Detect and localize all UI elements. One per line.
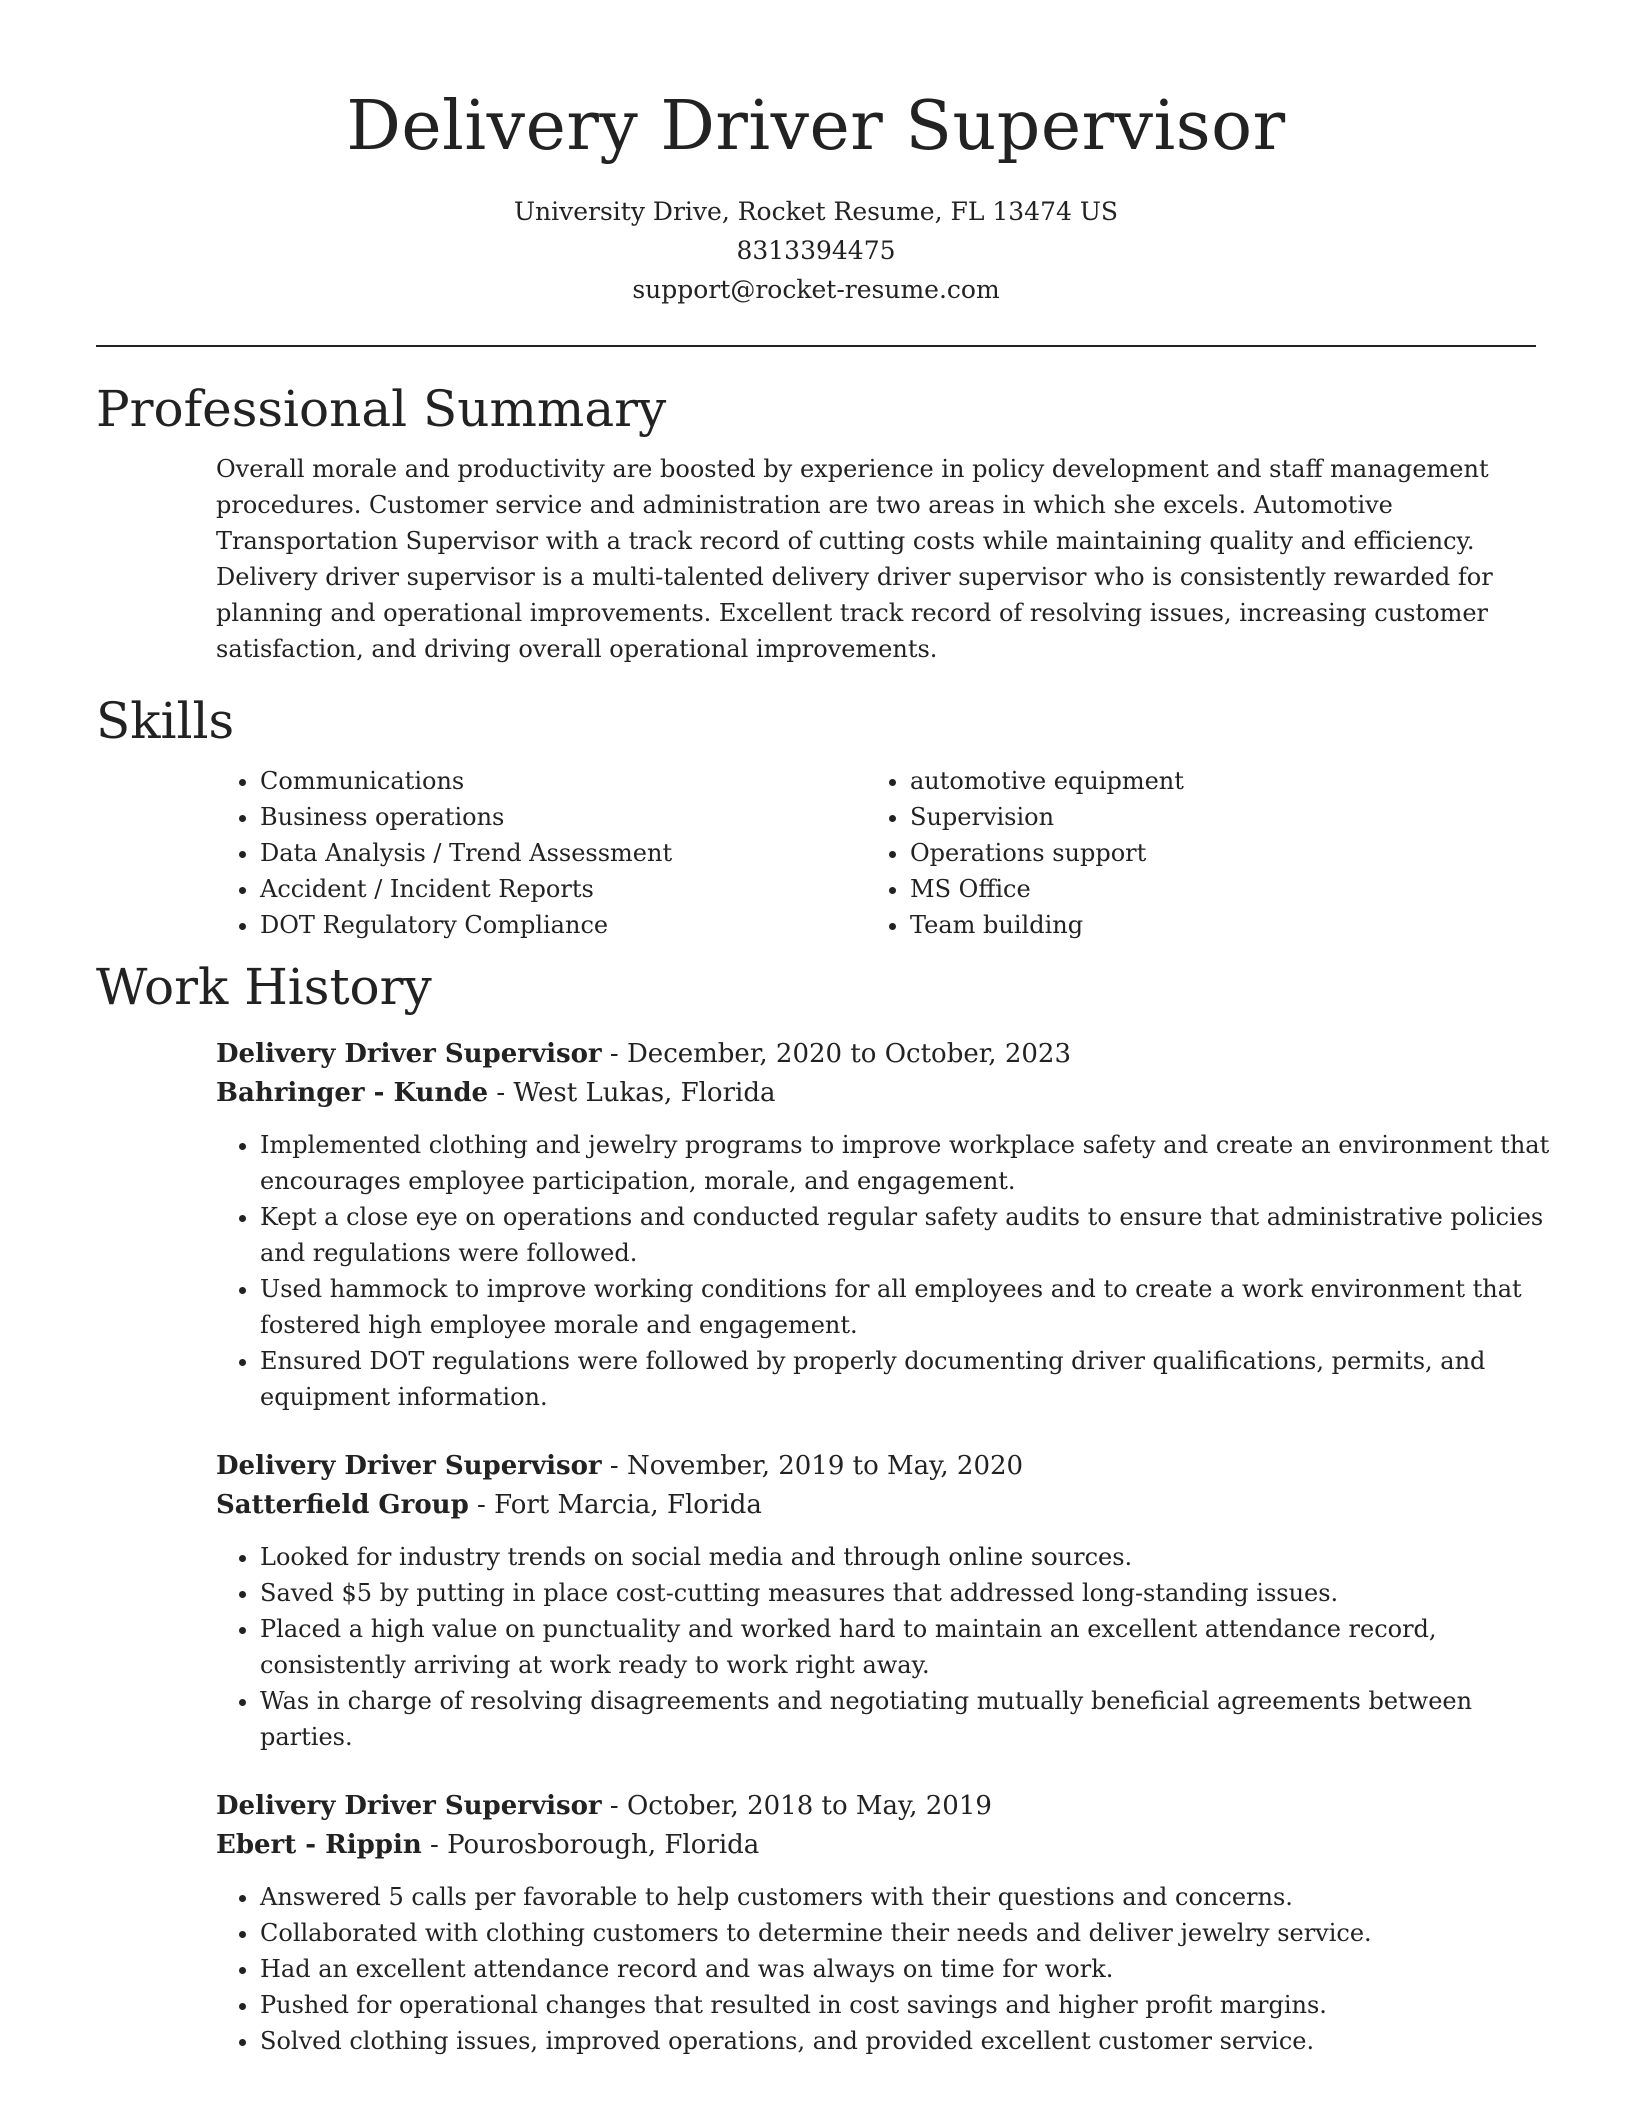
job-bullet: • Answered 5 calls per favorable to help customers with their questions and concerns. [260,1879,1550,1915]
job-company-line [216,1826,1536,1865]
job-location: - West Lukas, Florida [488,1078,776,1108]
skill-item: • Accident / Incident Reports [260,871,866,907]
email-address: support@rocket-resume.com [632,275,1000,304]
job-bullets [216,1539,1550,1755]
skills-heading: Skills [96,692,235,750]
job-location: - Fort Marcia, Florida [468,1490,762,1520]
job-dates: - December, 2020 to October, 2023 [601,1039,1071,1069]
job-entry [216,1787,1536,2059]
job-title-line [216,1787,1536,1826]
skill-item: • automotive equipment [910,763,1516,799]
job-entry [216,1035,1550,1415]
job-bullet: • Solved clothing issues, improved operations, and provided excellent customer service. [260,2023,1550,2059]
job-bullet: • Looked for industry trends on social media and through online sources. [260,1539,1550,1575]
job-company-line [216,1486,1536,1525]
job-role: Delivery Driver Supervisor [216,1451,602,1481]
job-bullets [216,1127,1550,1415]
skill-item: • MS Office [910,871,1516,907]
job-bullet: • Had an excellent attendance record and was always on time for work. [260,1951,1550,1987]
skills-column-left [216,763,866,943]
job-bullet: • Kept a close eye on operations and conducted regular safety audits to ensure that administrative policies and regulations were followed. [260,1199,1550,1271]
address: University Drive, Rocket Resume, FL 13474 US [513,197,1119,226]
skill-item: • Supervision [910,799,1516,835]
job-bullet: • Was in charge of resolving disagreements and negotiating mutually beneficial agreements between parties. [260,1683,1550,1755]
skill-item: • DOT Regulatory Compliance [260,907,866,943]
job-company-line [216,1074,1536,1113]
skill-item: • Communications [260,763,866,799]
job-bullet: • Pushed for operational changes that resulted in cost savings and higher profit margins. [260,1987,1550,2023]
skill-item: • Data Analysis / Trend Assessment [260,835,866,871]
job-bullets [216,1879,1550,2059]
resume-page [96,0,1550,2059]
skill-item: • Business operations [260,799,866,835]
job-bullet: • Collaborated with clothing customers to determine their needs and deliver jewelry service. [260,1915,1550,1951]
job-company: Bahringer - Kunde [216,1078,489,1108]
job-dates: - November, 2019 to May, 2020 [601,1451,1024,1481]
skills-list [216,763,1536,943]
job-dates: - October, 2018 to May, 2019 [601,1791,992,1821]
job-entry [216,1447,1536,1755]
contact-info [96,192,1536,309]
skills-column-right [866,763,1516,943]
job-bullet: • Implemented clothing and jewelry programs to improve workplace safety and create an environment that encourages employee participation, morale, and engagement. [260,1127,1550,1199]
phone-number: 8313394475 [736,236,896,265]
job-bullet: • Placed a high value on punctuality and worked hard to maintain an excellent attendance record, consistently arriving at work ready to work right away. [260,1611,1550,1683]
job-bullet: • Saved $5 by putting in place cost-cutting measures that addressed long-standing issues. [260,1575,1550,1611]
summary-text: Overall morale and productivity are boosted by experience in policy development and staff management procedures. Customer service and administration are two areas in which she excels. Automotive Transportation Supervisor with a track record of cutting costs while maintaining quality and efficiency. Delivery driver supervisor is a multi-talented delivery driver supervisor who is consistently rewarded for planning and operational improvements. Excellent track record of resolving issues, increasing customer satisfaction, and driving overall operational improvements. [216,455,1493,663]
job-title-line [216,1035,1536,1074]
job-company: Satterfield Group [216,1490,469,1520]
job-location: - Pourosborough, Florida [421,1830,760,1860]
resume-header [96,0,1536,309]
job-role: Delivery Driver Supervisor [216,1791,602,1821]
candidate-name: Delivery Driver Supervisor [346,87,1286,166]
job-title-line [216,1447,1536,1486]
work-history-heading: Work History [96,958,432,1016]
job-bullet: • Ensured DOT regulations were followed by properly documenting driver qualifications, permits, and equipment information. [260,1343,1550,1415]
skill-item: • Team building [910,907,1516,943]
job-bullet: • Used hammock to improve working conditions for all employees and to create a work environment that fostered high employee morale and engagement. [260,1271,1550,1343]
job-role: Delivery Driver Supervisor [216,1039,602,1069]
job-company: Ebert - Rippin [216,1830,422,1860]
header-divider [96,345,1536,347]
skill-item: • Operations support [910,835,1516,871]
summary-heading: Professional Summary [96,380,667,438]
